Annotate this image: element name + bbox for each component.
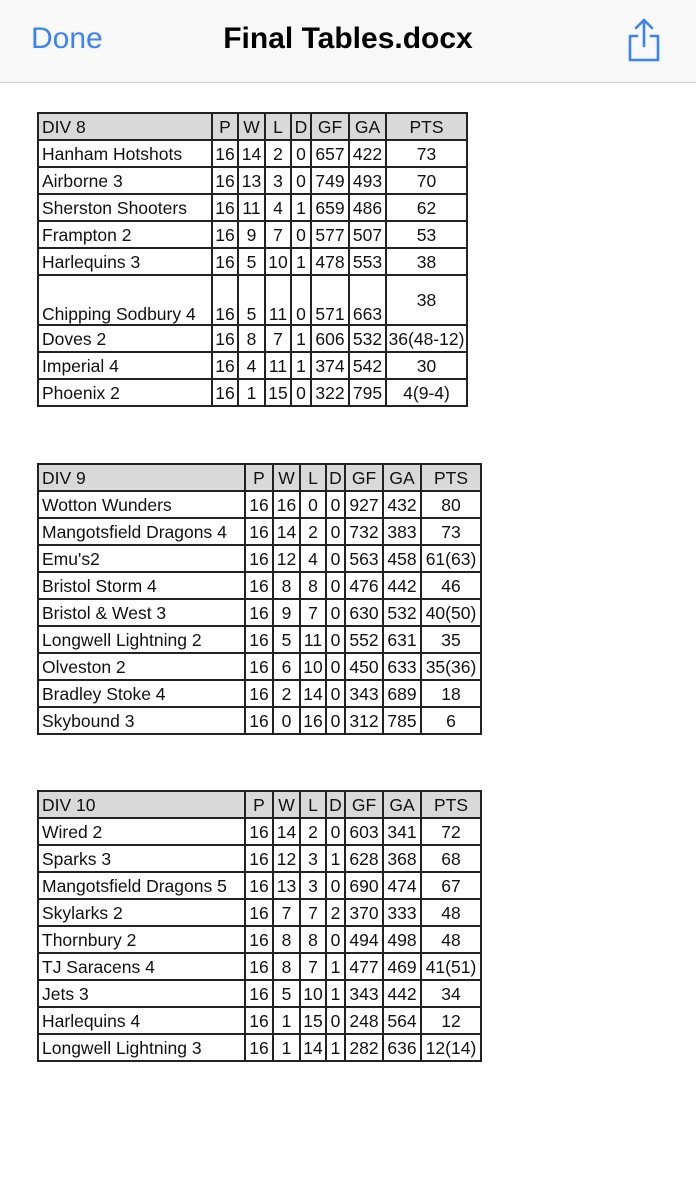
stat-cell: 48 [421, 899, 481, 926]
stat-cell: 16 [273, 491, 300, 518]
team-name: Bristol & West 3 [38, 599, 245, 626]
division-table [37, 112, 468, 407]
stat-cell: 1 [326, 845, 345, 872]
stat-cell: 2 [273, 680, 300, 707]
stat-cell: 8 [273, 572, 300, 599]
team-name: Longwell Lightning 2 [38, 626, 245, 653]
stat-cell: 0 [326, 491, 345, 518]
stat-cell: 16 [245, 518, 273, 545]
stat-cell: 16 [245, 1034, 273, 1061]
stat-cell: 571 [311, 275, 349, 325]
team-name: Doves 2 [38, 325, 212, 352]
stat-cell: 442 [383, 572, 421, 599]
stat-cell: 8 [300, 926, 326, 953]
stat-cell: 11 [238, 194, 265, 221]
stat-cell: 34 [421, 980, 481, 1007]
stat-cell: 16 [245, 953, 273, 980]
stat-cell: 38 [386, 248, 467, 275]
team-name: Chipping Sodbury 4 [38, 275, 212, 325]
stat-cell: 553 [349, 248, 386, 275]
column-header: GA [383, 464, 421, 491]
stat-cell: 62 [386, 194, 467, 221]
team-name: Bradley Stoke 4 [38, 680, 245, 707]
stat-cell: 16 [245, 572, 273, 599]
stat-cell: 3 [300, 872, 326, 899]
stat-cell: 312 [345, 707, 383, 734]
stat-cell: 8 [273, 953, 300, 980]
stat-cell: 6 [273, 653, 300, 680]
table-row [38, 1034, 481, 1061]
stat-cell: 0 [291, 167, 311, 194]
stat-cell: 659 [311, 194, 349, 221]
stat-cell: 8 [300, 572, 326, 599]
stat-cell: 14 [273, 518, 300, 545]
team-name: Longwell Lightning 3 [38, 1034, 245, 1061]
stat-cell: 16 [212, 167, 238, 194]
done-button[interactable]: Done [31, 22, 103, 55]
column-header: GF [345, 464, 383, 491]
stat-cell: 795 [349, 379, 386, 406]
stat-cell: 11 [300, 626, 326, 653]
table-row [38, 545, 481, 572]
team-name: Sherston Shooters [38, 194, 212, 221]
stat-cell: 657 [311, 140, 349, 167]
stat-cell: 577 [311, 221, 349, 248]
team-name: Hanham Hotshots [38, 140, 212, 167]
team-name: Emu's2 [38, 545, 245, 572]
table-row [38, 167, 467, 194]
table-row [38, 275, 467, 325]
stat-cell: 469 [383, 953, 421, 980]
stat-cell: 16 [245, 680, 273, 707]
stat-cell: 341 [383, 818, 421, 845]
stat-cell: 478 [311, 248, 349, 275]
table-row [38, 599, 481, 626]
stat-cell: 1 [273, 1034, 300, 1061]
column-header: GA [383, 791, 421, 818]
stat-cell: 0 [291, 221, 311, 248]
stat-cell: 4 [238, 352, 265, 379]
stat-cell: 16 [212, 140, 238, 167]
table-header-row [38, 791, 481, 818]
table-row [38, 325, 467, 352]
stat-cell: 53 [386, 221, 467, 248]
stat-cell: 474 [383, 872, 421, 899]
team-name: Olveston 2 [38, 653, 245, 680]
stat-cell: 18 [421, 680, 481, 707]
stat-cell: 749 [311, 167, 349, 194]
stat-cell: 14 [300, 680, 326, 707]
stat-cell: 368 [383, 845, 421, 872]
stat-cell: 16 [245, 899, 273, 926]
stat-cell: 507 [349, 221, 386, 248]
stat-cell: 2 [300, 518, 326, 545]
stat-cell: 16 [212, 352, 238, 379]
table-header-row [38, 464, 481, 491]
stat-cell: 432 [383, 491, 421, 518]
stat-cell: 0 [326, 707, 345, 734]
stat-cell: 532 [383, 599, 421, 626]
stat-cell: 16 [245, 626, 273, 653]
column-header: W [238, 113, 265, 140]
stat-cell: 0 [300, 491, 326, 518]
stat-cell: 40(50) [421, 599, 481, 626]
stat-cell: 16 [245, 491, 273, 518]
stat-cell: 73 [421, 518, 481, 545]
column-header: D [326, 464, 345, 491]
stat-cell: 12 [421, 1007, 481, 1034]
stat-cell: 13 [273, 872, 300, 899]
stat-cell: 0 [326, 626, 345, 653]
table-row [38, 572, 481, 599]
stat-cell: 14 [273, 818, 300, 845]
stat-cell: 16 [212, 379, 238, 406]
team-name: Sparks 3 [38, 845, 245, 872]
stat-cell: 72 [421, 818, 481, 845]
stat-cell: 1 [291, 352, 311, 379]
team-name: Skylarks 2 [38, 899, 245, 926]
table-row [38, 899, 481, 926]
table-row [38, 248, 467, 275]
stat-cell: 16 [245, 926, 273, 953]
stat-cell: 1 [291, 194, 311, 221]
column-header: D [326, 791, 345, 818]
stat-cell: 2 [326, 899, 345, 926]
division-name: DIV 10 [38, 791, 245, 818]
stat-cell: 73 [386, 140, 467, 167]
table-row [38, 221, 467, 248]
stat-cell: 1 [326, 980, 345, 1007]
stat-cell: 0 [291, 379, 311, 406]
team-name: Jets 3 [38, 980, 245, 1007]
stat-cell: 7 [265, 221, 291, 248]
stat-cell: 370 [345, 899, 383, 926]
stat-cell: 0 [326, 1007, 345, 1034]
table-row [38, 707, 481, 734]
stat-cell: 1 [273, 1007, 300, 1034]
column-header: L [300, 464, 326, 491]
stat-cell: 7 [300, 899, 326, 926]
stat-cell: 3 [265, 167, 291, 194]
stat-cell: 10 [265, 248, 291, 275]
stat-cell: 16 [245, 545, 273, 572]
stat-cell: 458 [383, 545, 421, 572]
table-row [38, 872, 481, 899]
stat-cell: 6 [421, 707, 481, 734]
stat-cell: 486 [349, 194, 386, 221]
stat-cell: 0 [326, 926, 345, 953]
stat-cell: 1 [291, 325, 311, 352]
stat-cell: 38 [386, 275, 467, 325]
stat-cell: 5 [238, 248, 265, 275]
stat-cell: 0 [291, 140, 311, 167]
stat-cell: 374 [311, 352, 349, 379]
stat-cell: 30 [386, 352, 467, 379]
column-header: P [245, 464, 273, 491]
stat-cell: 493 [349, 167, 386, 194]
stat-cell: 7 [265, 325, 291, 352]
stat-cell: 532 [349, 325, 386, 352]
stat-cell: 927 [345, 491, 383, 518]
team-name: Frampton 2 [38, 221, 212, 248]
table-row [38, 518, 481, 545]
stat-cell: 16 [212, 194, 238, 221]
table-row [38, 653, 481, 680]
stat-cell: 13 [238, 167, 265, 194]
stat-cell: 563 [345, 545, 383, 572]
stat-cell: 70 [386, 167, 467, 194]
stat-cell: 5 [238, 275, 265, 325]
stat-cell: 0 [326, 653, 345, 680]
stat-cell: 16 [245, 653, 273, 680]
team-name: Bristol Storm 4 [38, 572, 245, 599]
stat-cell: 4 [300, 545, 326, 572]
column-header: P [245, 791, 273, 818]
team-name: Skybound 3 [38, 707, 245, 734]
division-table [37, 463, 482, 735]
stat-cell: 4 [265, 194, 291, 221]
column-header: W [273, 464, 300, 491]
stat-cell: 564 [383, 1007, 421, 1034]
stat-cell: 16 [245, 980, 273, 1007]
division-name: DIV 9 [38, 464, 245, 491]
stat-cell: 606 [311, 325, 349, 352]
table-row [38, 491, 481, 518]
stat-cell: 16 [245, 707, 273, 734]
stat-cell: 1 [326, 1034, 345, 1061]
stat-cell: 383 [383, 518, 421, 545]
stat-cell: 16 [245, 872, 273, 899]
table-row [38, 845, 481, 872]
stat-cell: 343 [345, 980, 383, 1007]
share-icon[interactable] [624, 16, 664, 64]
stat-cell: 7 [273, 899, 300, 926]
stat-cell: 36(48-12) [386, 325, 467, 352]
stat-cell: 12 [273, 845, 300, 872]
column-header: P [212, 113, 238, 140]
stat-cell: 636 [383, 1034, 421, 1061]
stat-cell: 35 [421, 626, 481, 653]
stat-cell: 16 [212, 275, 238, 325]
stat-cell: 333 [383, 899, 421, 926]
stat-cell: 4(9-4) [386, 379, 467, 406]
stat-cell: 14 [238, 140, 265, 167]
stat-cell: 0 [326, 872, 345, 899]
stat-cell: 9 [238, 221, 265, 248]
stat-cell: 15 [265, 379, 291, 406]
stat-cell: 16 [245, 1007, 273, 1034]
stat-cell: 16 [212, 325, 238, 352]
stat-cell: 2 [265, 140, 291, 167]
table-row [38, 626, 481, 653]
stat-cell: 16 [212, 221, 238, 248]
stat-cell: 552 [345, 626, 383, 653]
stat-cell: 0 [326, 572, 345, 599]
column-header: GF [345, 791, 383, 818]
stat-cell: 0 [326, 680, 345, 707]
stat-cell: 633 [383, 653, 421, 680]
team-name: Harlequins 3 [38, 248, 212, 275]
stat-cell: 14 [300, 1034, 326, 1061]
stat-cell: 0 [326, 599, 345, 626]
table-row [38, 379, 467, 406]
stat-cell: 322 [311, 379, 349, 406]
stat-cell: 663 [349, 275, 386, 325]
stat-cell: 8 [238, 325, 265, 352]
stat-cell: 542 [349, 352, 386, 379]
stat-cell: 732 [345, 518, 383, 545]
column-header: GA [349, 113, 386, 140]
stat-cell: 631 [383, 626, 421, 653]
column-header: L [300, 791, 326, 818]
stat-cell: 46 [421, 572, 481, 599]
table-row [38, 1007, 481, 1034]
stat-cell: 689 [383, 680, 421, 707]
team-name: Imperial 4 [38, 352, 212, 379]
column-header: GF [311, 113, 349, 140]
stat-cell: 785 [383, 707, 421, 734]
table-row [38, 926, 481, 953]
stat-cell: 15 [300, 1007, 326, 1034]
stat-cell: 16 [245, 845, 273, 872]
table-row [38, 680, 481, 707]
column-header: W [273, 791, 300, 818]
document-title: Final Tables.docx [223, 22, 473, 55]
stat-cell: 67 [421, 872, 481, 899]
team-name: Mangotsfield Dragons 5 [38, 872, 245, 899]
stat-cell: 41(51) [421, 953, 481, 980]
stat-cell: 476 [345, 572, 383, 599]
stat-cell: 282 [345, 1034, 383, 1061]
column-header: PTS [421, 464, 481, 491]
stat-cell: 442 [383, 980, 421, 1007]
column-header: L [265, 113, 291, 140]
team-name: Thornbury 2 [38, 926, 245, 953]
stat-cell: 7 [300, 599, 326, 626]
stat-cell: 450 [345, 653, 383, 680]
column-header: PTS [386, 113, 467, 140]
table-row [38, 980, 481, 1007]
table-row [38, 140, 467, 167]
navigation-bar [0, 0, 696, 83]
stat-cell: 7 [300, 953, 326, 980]
stat-cell: 5 [273, 626, 300, 653]
stat-cell: 1 [238, 379, 265, 406]
stat-cell: 628 [345, 845, 383, 872]
stat-cell: 690 [345, 872, 383, 899]
column-header: D [291, 113, 311, 140]
stat-cell: 16 [245, 818, 273, 845]
stat-cell: 248 [345, 1007, 383, 1034]
team-name: Airborne 3 [38, 167, 212, 194]
team-name: Harlequins 4 [38, 1007, 245, 1034]
stat-cell: 422 [349, 140, 386, 167]
stat-cell: 498 [383, 926, 421, 953]
stat-cell: 1 [326, 953, 345, 980]
stat-cell: 630 [345, 599, 383, 626]
division-table [37, 790, 482, 1062]
stat-cell: 12(14) [421, 1034, 481, 1061]
stat-cell: 3 [300, 845, 326, 872]
stat-cell: 5 [273, 980, 300, 1007]
stat-cell: 343 [345, 680, 383, 707]
stat-cell: 0 [291, 275, 311, 325]
table-row [38, 818, 481, 845]
stat-cell: 61(63) [421, 545, 481, 572]
stat-cell: 12 [273, 545, 300, 572]
division-name: DIV 8 [38, 113, 212, 140]
team-name: Mangotsfield Dragons 4 [38, 518, 245, 545]
stat-cell: 1 [291, 248, 311, 275]
team-name: Wired 2 [38, 818, 245, 845]
stat-cell: 11 [265, 275, 291, 325]
stat-cell: 477 [345, 953, 383, 980]
stat-cell: 35(36) [421, 653, 481, 680]
stat-cell: 16 [245, 599, 273, 626]
table-header-row [38, 113, 467, 140]
team-name: TJ Saracens 4 [38, 953, 245, 980]
stat-cell: 0 [273, 707, 300, 734]
stat-cell: 10 [300, 980, 326, 1007]
stat-cell: 494 [345, 926, 383, 953]
stat-cell: 9 [273, 599, 300, 626]
stat-cell: 16 [212, 248, 238, 275]
stat-cell: 68 [421, 845, 481, 872]
table-row [38, 194, 467, 221]
column-header: PTS [421, 791, 481, 818]
stat-cell: 10 [300, 653, 326, 680]
stat-cell: 16 [300, 707, 326, 734]
stat-cell: 80 [421, 491, 481, 518]
stat-cell: 48 [421, 926, 481, 953]
stat-cell: 603 [345, 818, 383, 845]
team-name: Wotton Wunders [38, 491, 245, 518]
stat-cell: 0 [326, 545, 345, 572]
table-row [38, 953, 481, 980]
stat-cell: 2 [300, 818, 326, 845]
team-name: Phoenix 2 [38, 379, 212, 406]
table-row [38, 352, 467, 379]
stat-cell: 11 [265, 352, 291, 379]
stat-cell: 0 [326, 518, 345, 545]
stat-cell: 8 [273, 926, 300, 953]
stat-cell: 0 [326, 818, 345, 845]
